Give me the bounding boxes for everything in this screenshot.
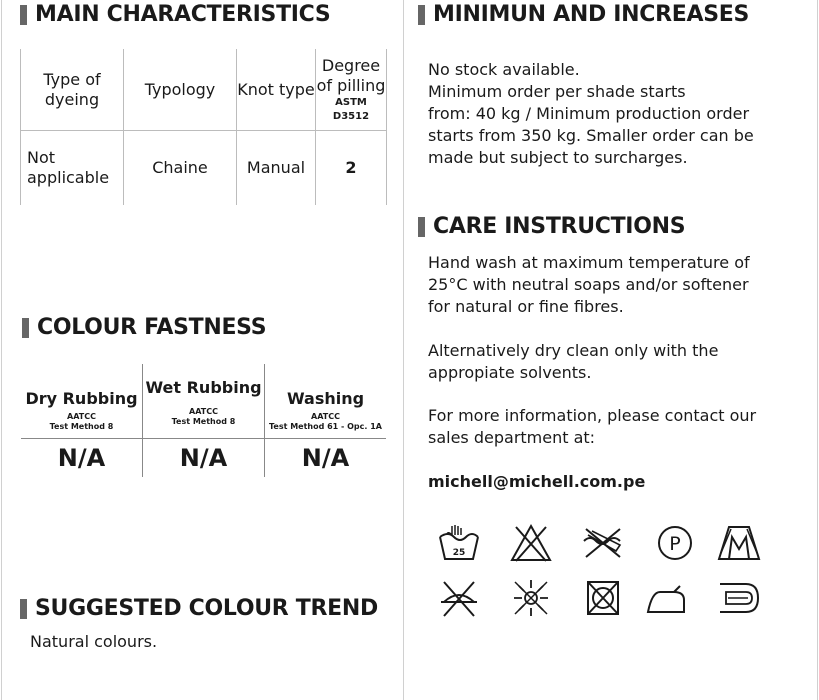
minimum-title: MINIMUN AND INCREASES — [433, 2, 750, 27]
do-not-wring-icon — [436, 578, 482, 618]
care-paragraph-2 — [428, 340, 718, 384]
wash-temperature: 25 — [452, 548, 466, 558]
care-line: sales department at: — [428, 428, 596, 447]
wet-rubbing-title: Wet Rubbing — [145, 378, 262, 397]
value-typology: Chaine — [124, 131, 237, 206]
wet-rubbing-org: AATCC — [189, 407, 218, 416]
care-symbols — [436, 523, 776, 623]
dry-rubbing-method: Test Method 8 — [49, 422, 114, 431]
fastness-header-row — [21, 364, 386, 439]
colour-fastness-heading — [22, 315, 266, 340]
fastness-value-row — [21, 439, 386, 478]
dry-clean-p-icon — [652, 523, 698, 563]
wet-rubbing-method: Test Method 8 — [171, 417, 236, 426]
header-washing — [265, 364, 387, 439]
care-paragraph-1 — [428, 252, 750, 318]
care-line: 25°C with neutral soaps and/or softener — [428, 275, 749, 294]
value-type-of-dyeing: Not applicable — [21, 131, 124, 206]
line-dry-icon — [716, 578, 762, 618]
minimum-heading — [418, 2, 749, 27]
value-knot-type: Manual — [237, 131, 316, 206]
colour-fastness-table — [21, 364, 386, 477]
minimum-line: No stock available. — [428, 60, 580, 79]
heading-marker — [418, 217, 425, 237]
suggested-colour-trend-heading — [20, 596, 378, 621]
washing-value: N/A — [265, 439, 387, 478]
main-characteristics-table — [20, 49, 387, 205]
dry-rubbing-value: N/A — [57, 444, 106, 472]
main-characteristics-title: MAIN CHARACTERISTICS — [35, 2, 331, 27]
dry-rubbing-title: Dry Rubbing — [25, 389, 138, 408]
minimum-line: Minimum order per shade starts — [428, 82, 686, 101]
table-value-row — [21, 131, 387, 206]
header-wet-rubbing — [143, 364, 265, 439]
care-paragraph-3 — [428, 405, 756, 449]
care-instructions-heading — [418, 214, 685, 239]
left-border — [1, 0, 2, 700]
pilling-standard: ASTM D3512 — [332, 96, 370, 122]
washing-method: Test Method 61 - Opc. 1A — [269, 422, 382, 431]
washing-org: AATCC — [311, 412, 340, 421]
minimum-line: starts from 350 kg. Smaller order can be — [428, 126, 754, 145]
care-line: For more information, please contact our — [428, 406, 757, 425]
main-characteristics-heading — [20, 2, 330, 27]
column-divider — [403, 0, 404, 700]
header-knot-type: Knot type — [237, 49, 316, 131]
dry-rubbing-org: AATCC — [67, 412, 96, 421]
pilling-label: Degree of pilling — [316, 55, 386, 95]
iron-low-icon — [644, 578, 690, 618]
do-not-tumble-dry-icon — [580, 523, 626, 563]
care-line: for natural or fine fibres. — [428, 297, 624, 316]
do-not-tumble-dry-square-icon — [580, 578, 626, 618]
washing-title: Washing — [286, 389, 365, 408]
care-line: appropiate solvents. — [428, 363, 592, 382]
care-instructions-title: CARE INSTRUCTIONS — [433, 214, 686, 239]
minimum-text — [428, 59, 754, 169]
hand-wash-25-icon — [436, 523, 482, 563]
header-dry-rubbing — [21, 364, 143, 439]
header-typology: Typology — [124, 49, 237, 131]
right-border — [817, 0, 818, 700]
wet-rubbing-value: N/A — [143, 439, 265, 478]
header-degree-of-pilling — [316, 49, 387, 131]
heading-marker — [20, 599, 27, 619]
header-type-of-dyeing: Type of dyeing — [21, 49, 124, 131]
suggested-colour-trend-title: SUGGESTED COLOUR TREND — [35, 596, 378, 621]
care-line: Alternatively dry clean only with the — [428, 341, 719, 360]
dry-flat-in-shade-icon — [716, 523, 762, 563]
dry-clean-letter: P — [669, 533, 681, 555]
heading-marker — [22, 318, 29, 338]
heading-marker — [418, 5, 425, 25]
value-degree-of-pilling: 2 — [316, 131, 387, 206]
minimum-line: made but subject to surcharges. — [428, 148, 688, 167]
contact-email[interactable]: michell@michell.com.pe — [428, 472, 646, 491]
colour-fastness-title: COLOUR FASTNESS — [37, 315, 267, 340]
minimum-line: from: 40 kg / Minimum production order — [428, 104, 750, 123]
care-line: Hand wash at maximum temperature of — [428, 253, 750, 272]
suggested-colour-trend-text: Natural colours. — [30, 632, 158, 651]
heading-marker — [20, 5, 27, 25]
no-direct-sunlight-icon — [508, 578, 554, 618]
do-not-bleach-icon — [508, 523, 554, 563]
table-header-row — [21, 49, 387, 131]
